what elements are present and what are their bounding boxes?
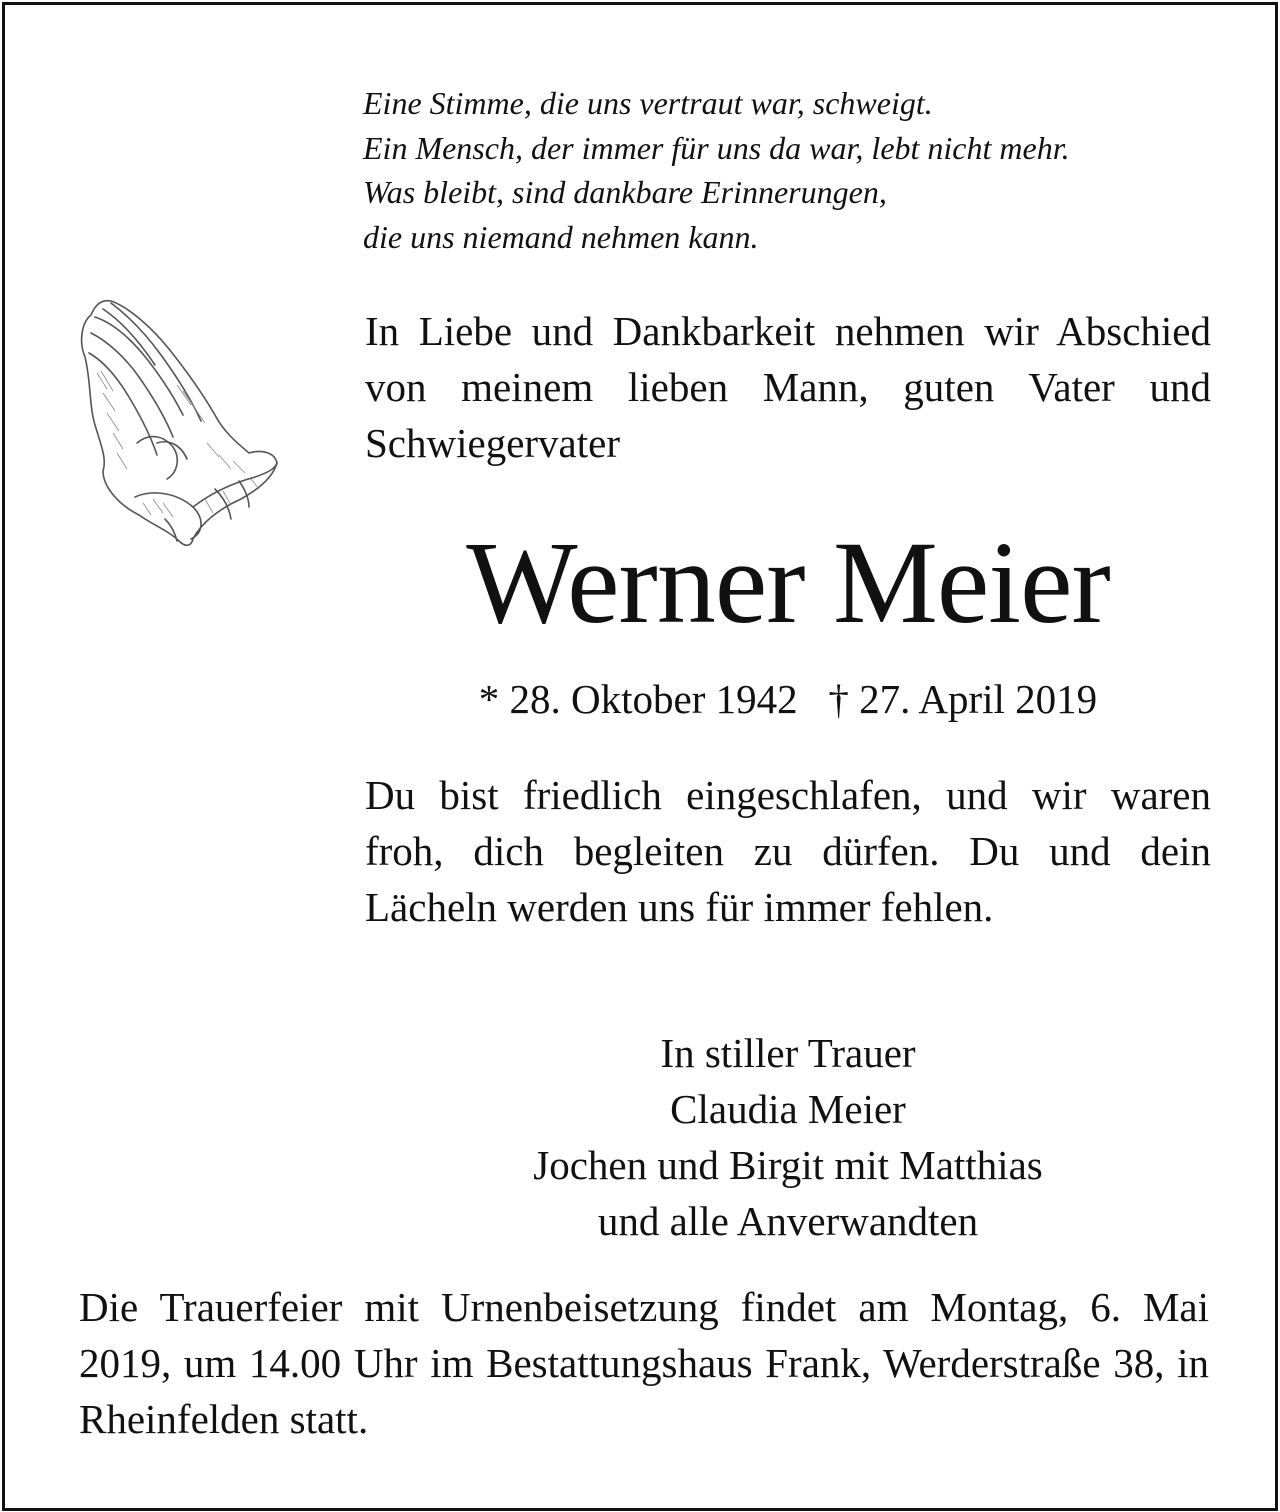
- farewell-message: Du bist friedlich eingeschlafen, und wir waren froh, dich begleiten zu dürfen. Du und dein Lächeln werden uns für immer fehlen.: [365, 772, 1211, 930]
- praying-hands-icon: [73, 293, 279, 555]
- mourners-line: und alle Anverwandten: [597, 1198, 979, 1244]
- mourners-line: Jochen und Birgit mit Matthias: [533, 1142, 1043, 1188]
- mourners-block: [365, 1025, 1211, 1249]
- poem-line: die uns niemand nehmen kann.: [363, 218, 759, 255]
- funeral-details: Die Trauerfeier mit Urnenbeisetzung findet am Montag, 6. Mai 2019, um 14.00 Uhr im Bestattungshaus Frank, Werderstraße 38, in Rheinfelden statt.: [79, 1284, 1209, 1442]
- mourners-line: Claudia Meier: [670, 1086, 906, 1132]
- poem-line: Ein Mensch, der immer für uns da war, lebt nicht mehr.: [363, 129, 1070, 166]
- farewell-intro: In Liebe und Dankbarkeit nehmen wir Abschied von meinem lieben Mann, guten Vater und Schwiegervater: [365, 308, 1211, 466]
- deceased-name: Werner Meier: [466, 517, 1110, 648]
- life-dates: * 28. Oktober 1942 † 27. April 2019: [478, 676, 1098, 722]
- obituary-notice: [2, 2, 1278, 1511]
- poem-line: Eine Stimme, die uns vertraut war, schweigt.: [363, 85, 933, 121]
- mourners-line: In stiller Trauer: [660, 1030, 916, 1076]
- memorial-poem: [363, 81, 1243, 259]
- poem-line: Was bleibt, sind dankbare Erinnerungen,: [363, 174, 887, 210]
